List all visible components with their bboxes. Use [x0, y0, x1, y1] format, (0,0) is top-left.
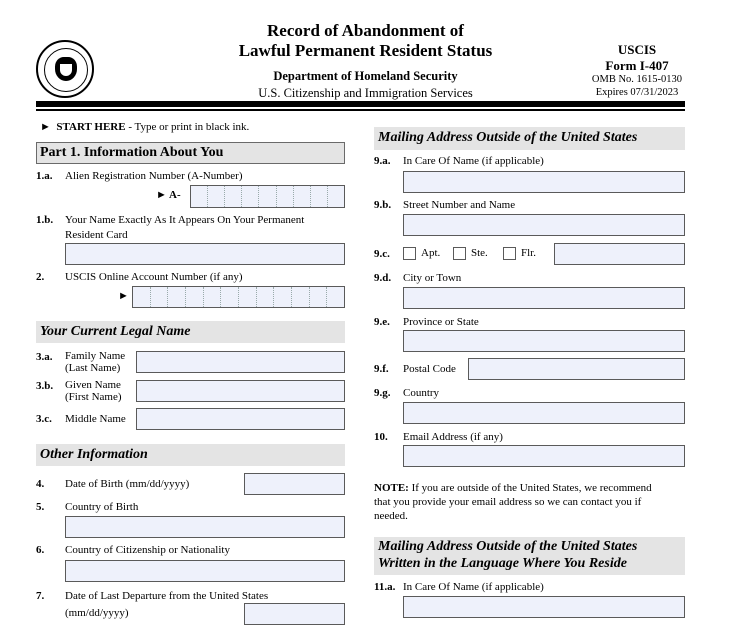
q9e-number: 9.e.	[374, 316, 390, 328]
a-number-prefix: ► A-	[156, 189, 181, 201]
part1-heading: Part 1. Information About You	[36, 142, 345, 164]
q6-label: Country of Citizenship or Nationality	[65, 544, 230, 556]
q3a-label-line1: Family Name	[65, 350, 126, 362]
province-input[interactable]	[403, 330, 685, 352]
q9a-number: 9.a.	[374, 155, 391, 167]
q11a-label: In Care Of Name (if applicable)	[403, 581, 544, 593]
q9b-label: Street Number and Name	[403, 199, 516, 211]
q9c-number: 9.c.	[374, 248, 390, 260]
other-info-heading: Other Information	[36, 444, 345, 466]
q7-number: 7.	[36, 590, 45, 602]
q10-label: Email Address (if any)	[403, 431, 503, 443]
q7-label-line1: Date of Last Departure from the United States	[65, 590, 269, 602]
legal-name-heading: Your Current Legal Name	[36, 321, 345, 343]
q2-label: USCIS Online Account Number (if any)	[65, 271, 243, 283]
q2-arrow-icon: ►	[118, 290, 129, 302]
q3c-label: Middle Name	[65, 413, 126, 425]
date-of-last-departure-input[interactable]	[244, 603, 345, 625]
apt-checkbox[interactable]	[403, 247, 416, 260]
q9g-number: 9.g.	[374, 387, 391, 399]
country-of-citizenship-input[interactable]	[65, 560, 345, 582]
unit-number-input[interactable]	[554, 243, 685, 265]
q9d-label: City or Town	[403, 272, 462, 284]
family-name-input[interactable]	[136, 351, 345, 373]
expiration-date: Expires 07/31/2023	[595, 87, 679, 98]
q3a-label-line2: (Last Name)	[65, 362, 121, 374]
q5-label: Country of Birth	[65, 501, 139, 513]
country-of-birth-input[interactable]	[65, 516, 345, 538]
header-divider-thin	[36, 109, 685, 111]
q9g-label: Country	[403, 387, 440, 399]
q9f-label: Postal Code	[403, 363, 456, 375]
q1b-number: 1.b.	[36, 214, 54, 226]
postal-code-input[interactable]	[468, 358, 685, 380]
name-on-card-input[interactable]	[65, 243, 345, 265]
uscis-account-number-input[interactable]	[132, 286, 345, 308]
q3a-number: 3.a.	[36, 351, 53, 363]
form-number: Form I-407	[605, 58, 669, 73]
country-input[interactable]	[403, 402, 685, 424]
date-of-birth-input[interactable]	[244, 473, 345, 495]
q1a-label: Alien Registration Number (A-Number)	[65, 170, 243, 182]
email-input[interactable]	[403, 445, 685, 467]
q9b-number: 9.b.	[374, 199, 392, 211]
in-care-of-name-local-input[interactable]	[403, 596, 685, 618]
form-title-line2: Lawful Permanent Resident Status	[238, 41, 493, 60]
form-title-line1: Record of Abandonment of	[267, 21, 464, 40]
department-name: Department of Homeland Security	[273, 69, 458, 83]
q4-number: 4.	[36, 478, 45, 490]
mailing-address-heading: Mailing Address Outside of the United States	[374, 127, 685, 150]
q5-number: 5.	[36, 501, 45, 513]
q7-label-line2: (mm/dd/yyyy)	[65, 607, 129, 619]
note-line2: that you provide your email address so we can contact you if	[374, 496, 642, 508]
q3b-label-line1: Given Name	[65, 379, 121, 391]
a-number-input[interactable]	[190, 185, 345, 208]
q3b-number: 3.b.	[36, 380, 54, 392]
q1a-number: 1.a.	[36, 170, 53, 182]
flr-checkbox[interactable]	[503, 247, 516, 260]
q9a-label: In Care Of Name (if applicable)	[403, 155, 544, 167]
start-here-instruction: ► START HERE - Type or print in black ink.	[40, 121, 250, 133]
q9e-label: Province or State	[403, 316, 479, 328]
q1b-label-line1: Your Name Exactly As It Appears On Your Permanent	[65, 214, 305, 226]
apt-label: Apt.	[421, 247, 441, 259]
mailing-lang-heading-line1: Mailing Address Outside of the United States	[378, 539, 638, 554]
q9d-number: 9.d.	[374, 272, 392, 284]
ste-label: Ste.	[471, 247, 488, 259]
q2-number: 2.	[36, 271, 45, 283]
q3c-number: 3.c.	[36, 413, 52, 425]
note-line3: needed.	[374, 510, 408, 522]
middle-name-input[interactable]	[136, 408, 345, 430]
flr-label: Flr.	[521, 247, 536, 259]
q9f-number: 9.f.	[374, 363, 389, 375]
agency-short: USCIS	[617, 42, 657, 57]
q4-label: Date of Birth (mm/dd/yyyy)	[65, 478, 190, 490]
q11a-number: 11.a.	[374, 581, 396, 593]
q3b-label-line2: (First Name)	[65, 391, 122, 403]
in-care-of-name-input[interactable]	[403, 171, 685, 193]
agency-name: U.S. Citizenship and Immigration Services	[258, 86, 473, 100]
ste-checkbox[interactable]	[453, 247, 466, 260]
q6-number: 6.	[36, 544, 45, 556]
note-line1: NOTE: If you are outside of the United States, we recommend	[374, 482, 652, 494]
q10-number: 10.	[374, 431, 388, 443]
city-input[interactable]	[403, 287, 685, 309]
street-name-input[interactable]	[403, 214, 685, 236]
given-name-input[interactable]	[136, 380, 345, 402]
omb-number: OMB No. 1615-0130	[591, 74, 683, 85]
header-divider-thick	[36, 101, 685, 107]
start-arrow-icon: ►	[40, 121, 51, 133]
q1b-label-line2: Resident Card	[65, 229, 128, 241]
mailing-lang-heading-line2: Written in the Language Where You Reside	[378, 556, 627, 571]
